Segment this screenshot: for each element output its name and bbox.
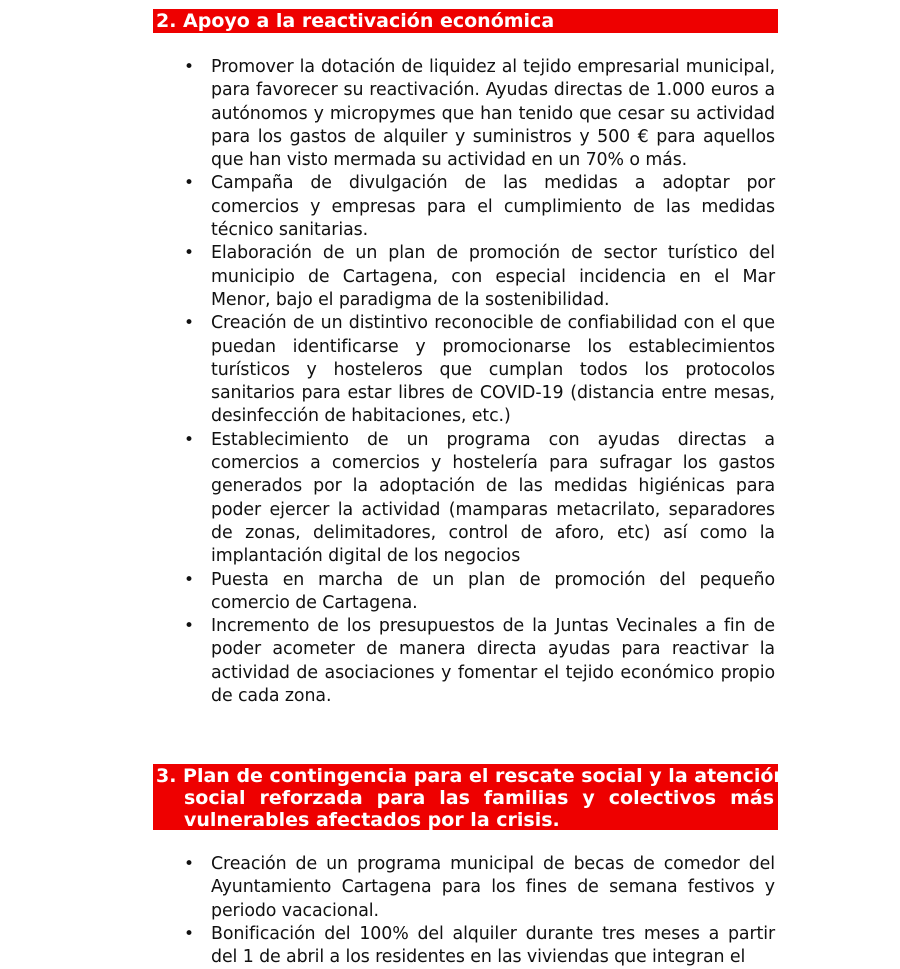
list-item-text: Puesta en marcha de un plan de promoción del pequeño comercio de Cartagena. (211, 569, 775, 613)
list-item-text: Promover la dotación de liquidez al tejido empresarial municipal, para favorecer su reactivación. Ayudas directas de 1.000 euros a autónomos y micropymes que han tenido que cesar su actividad para los gastos de alquiler y suministros y 500 € para aquellos que han visto mermada su actividad en un 70% o más. (211, 57, 775, 171)
list-item-text: Creación de un distintivo reconocible de confiabilidad con el que puedan identificarse y promocionarse los establecimientos turísticos y hosteleros que cumplan todos los protocolos sanitarios para estar libres de COVID-19 (distancia entre mesas, desinfección de habitaciones, etc.) (211, 313, 775, 427)
section-2-bullet-list (0, 56, 775, 708)
bullet-icon: • (184, 923, 195, 944)
section-3-title-line-2: social reforzada para las familias y colectivos más (184, 787, 774, 809)
list-item (0, 615, 775, 708)
section-2-title: 2. Apoyo a la reactivación económica (156, 10, 555, 32)
bullet-icon: • (184, 854, 195, 874)
list-item-text: Elaboración de un plan de promoción de sector turístico del municipio de Cartagena, con especial incidencia en el Mar Menor, bajo el paradigma de la sostenibilidad. (211, 243, 775, 310)
list-item (0, 853, 775, 923)
section-3-title-line-1: 3. Plan de contingencia para el rescate social y la atención (156, 765, 787, 787)
list-item-text: Establecimiento de un programa con ayudas directas a comercios a comercios y hostelería para sufragar los gastos generados por la adoptación de las medidas higiénicas para poder ejercer la actividad (mamparas metacrilato, separadores de zonas, delimitadores, control de aforo, etc) así como la implantación digital de los negocios (211, 429, 775, 567)
list-item (0, 312, 775, 428)
list-item-text: Campaña de divulgación de las medidas a adoptar por comercios y empresas para el cumplimiento de las medidas técnico sanitarias. (211, 173, 775, 241)
bullet-icon: • (184, 313, 195, 334)
bullet-icon: • (184, 569, 195, 590)
list-item-text: Incremento de los presupuestos de la Juntas Vecinales a fin de poder acometer de manera directa ayudas para reactivar la actividad de asociaciones y fomentar el tejido económico propio de cada zona. (211, 616, 775, 707)
list-item (0, 56, 775, 172)
list-item-text: Bonificación del 100% del alquiler durante tres meses a partir del 1 de abril a los residentes en las viviendas que integran el (211, 923, 775, 968)
bullet-icon: • (184, 429, 195, 450)
section-3-title-line-3: vulnerables afectados por la crisis. (184, 809, 560, 831)
section-3-bullet-list (0, 853, 775, 969)
bullet-icon: • (184, 616, 195, 637)
section-3-heading (153, 764, 787, 831)
bullet-icon: • (184, 243, 195, 264)
list-item (0, 569, 775, 616)
list-item (0, 172, 775, 242)
list-item (0, 923, 775, 969)
list-item-text: Creación de un programa municipal de becas de comedor del Ayuntamiento Cartagena para los fines de semana festivos y periodo vacacional. (211, 854, 775, 921)
section-2-heading (153, 9, 778, 33)
list-item (0, 429, 775, 569)
list-item (0, 242, 775, 312)
bullet-icon: • (184, 57, 195, 77)
bullet-icon: • (184, 173, 195, 194)
